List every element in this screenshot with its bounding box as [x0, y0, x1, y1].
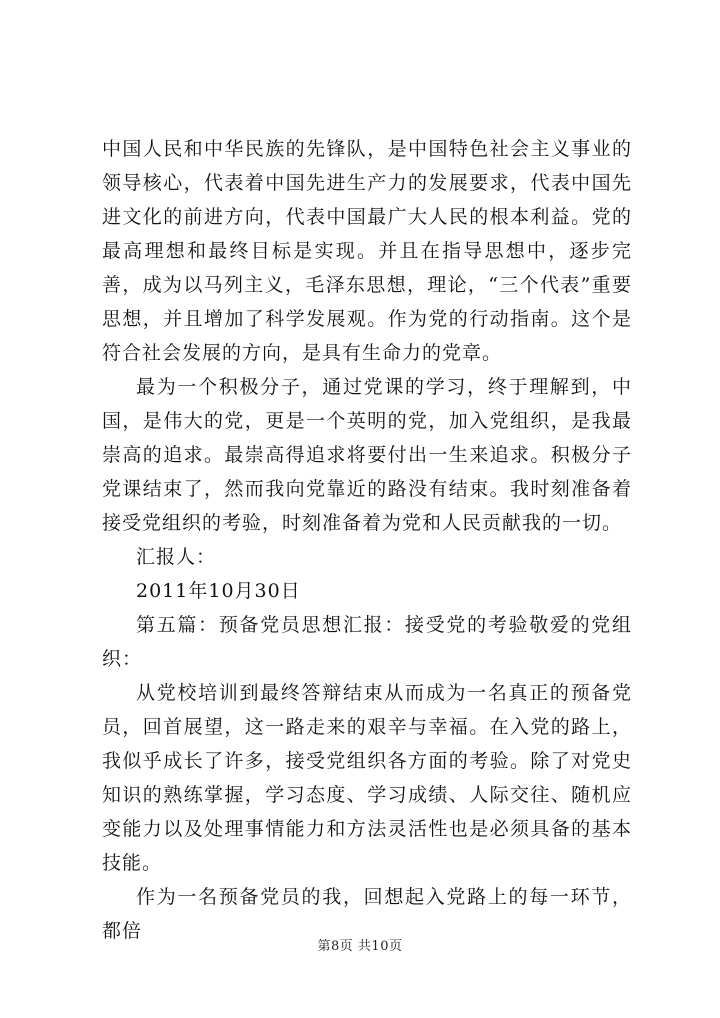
document-body	[102, 132, 632, 948]
section-heading-part-five: 第五篇：预备党员思想汇报：接受党的考验敬爱的党组织：	[102, 614, 632, 670]
reporter-label: 汇报人：	[136, 546, 217, 568]
paragraph-probationary-member: 作为一名预备党员的我，回想起入党路上的每一环节，都倍	[102, 886, 632, 942]
report-date: 2011年10月30日	[136, 580, 301, 602]
paragraph-activist-reflection: 最为一个积极分子，通过党课的学习，终于理解到，中国，是伟大的党，更是一个英明的党，加入党组织，是我最崇高的追求。最崇高得追求将要付出一生来追求。积极分子党课结束了，然而我向党靠近的路没有结束。我时刻准备着接受党组织的考验，时刻准备着为党和人民贡献我的一切。	[102, 376, 632, 534]
page-footer: 第8页 共10页	[317, 939, 403, 954]
paragraph-party-school-training: 从党校培训到最终答辩结束从而成为一名真正的预备党员，回首展望，这一路走来的艰辛与幸福。在入党的路上，我似乎成长了许多，接受党组织各方面的考验。除了对党史知识的熟练掌握，学习态度、学习成绩、人际交往、随机应变能力以及处理事情能力和方法灵活性也是必须具备的基本技能。	[102, 682, 632, 874]
paragraph-party-vanguard: 中国人民和中华民族的先锋队，是中国特色社会主义事业的领导核心，代表着中国先进生产力的发展要求，代表中国先进文化的前进方向，代表中国最广大人民的根本利益。党的最高理想和最终目标是实现。并且在指导思想中，逐步完善，成为以马列主义，毛泽东思想，理论，“三个代表”重要思想，并且增加了科学发展观。作为党的行动指南。这个是符合社会发展的方向，是具有生命力的党章。	[102, 138, 632, 364]
